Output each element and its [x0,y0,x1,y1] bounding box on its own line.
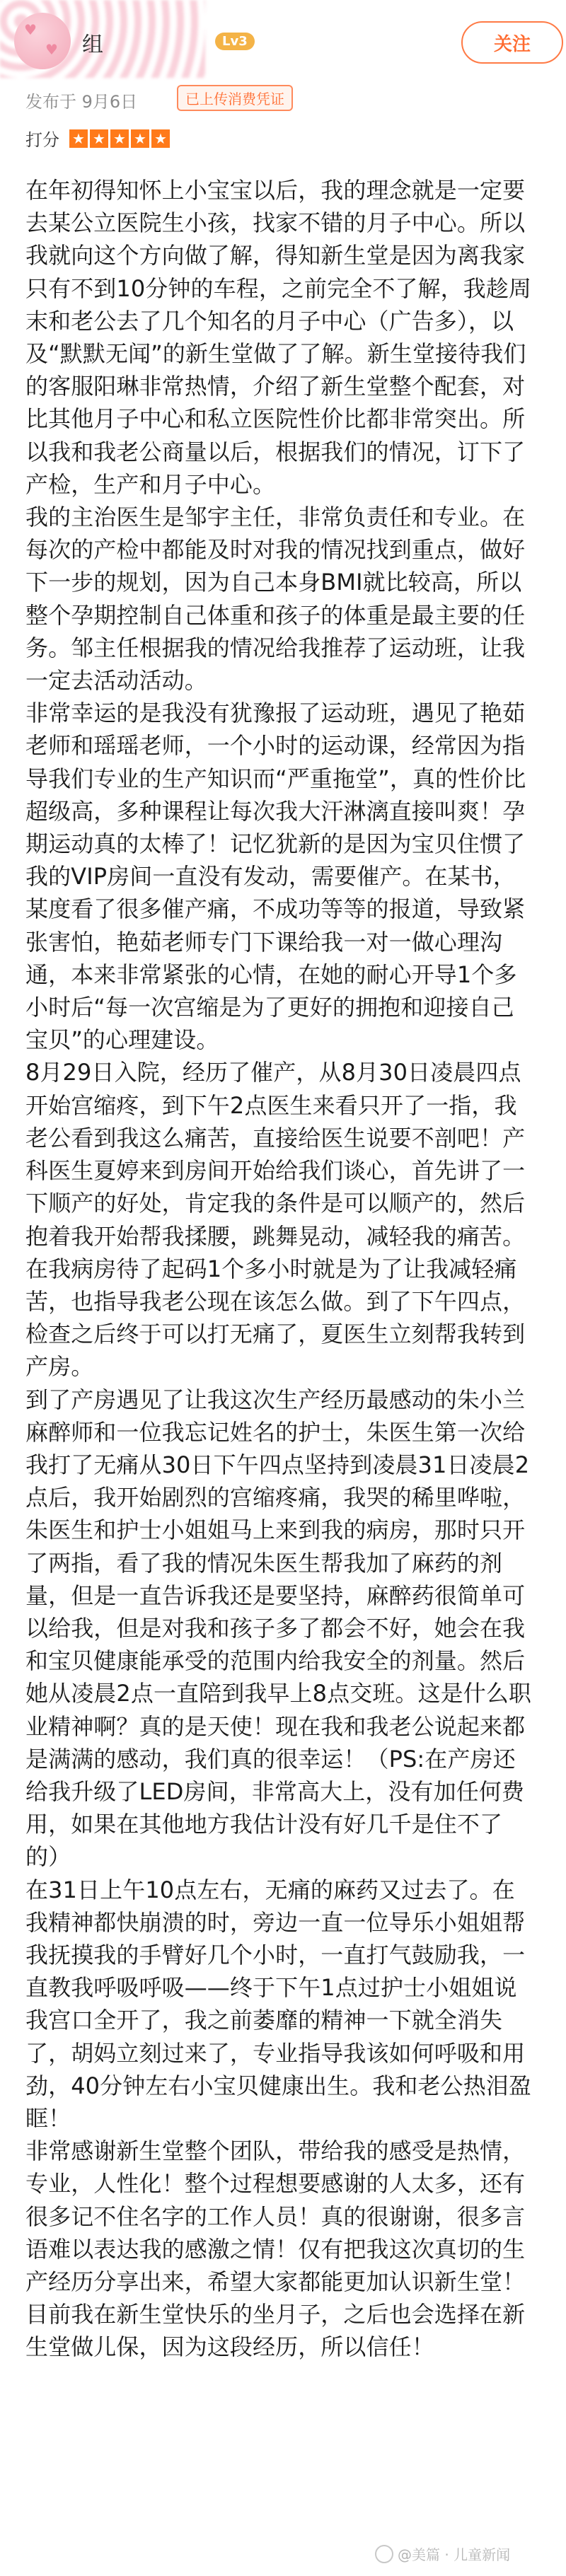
rating-row [25,126,172,151]
heart-icon: ♥ [45,41,58,58]
publish-time: 发布于 9月6日 [25,92,138,112]
star-icon: ★ [131,129,149,148]
review-paragraph: 在31日上午10点左右，无痛的麻药又过去了。在我精神都快崩溃的时，旁边一直一位导乐小姐姐帮我抚摸我的手臂好几个小时，一直打气鼓励我，一直教我呼吸呼吸——终于下午1点过护士小姐姐说我宫口全开了，我之前萎靡的精神一下就全消失了，胡妈立刻过来了，专业指导我该如何呼吸和用劲，40分钟左右小宝贝健康出生。我和老公热泪盈眶！ [25,1876,532,2132]
rating-label: 打分 [25,130,59,150]
rating-stars [69,129,172,148]
review-body [25,174,532,2364]
star-icon: ★ [110,129,129,148]
review-header [0,0,566,127]
watermark-logo-icon [375,2545,393,2563]
review-paragraph: 非常幸运的是我没有犹豫报了运动班，遇见了艳茹老师和瑶瑶老师，一个小时的运动课，经常因为指导我们专业的生产知识而“严重拖堂”，真的性价比超级高，多种课程让每次我大汗淋漓直接叫爽！孕期运动真的太棒了！记忆犹新的是因为宝贝住惯了我的VIP房间一直没有发动，需要催产。在某书，某度看了很多催产痛，不成功等等的报道，导致紧张害怕，艳茹老师专门下课给我一对一做心理沟通，本来非常紧张的心情，在她的耐心开导1个多小时后“每一次宫缩是为了更好的拥抱和迎接自己宝贝”的心理建设。 [25,700,526,1054]
watermark [375,2543,510,2564]
verified-receipt-badge: 已上传消费凭证 [177,85,293,111]
star-icon: ★ [69,129,88,148]
watermark-text: @美篇 · 儿童新闻 [398,2546,511,2563]
review-paragraph: 在年初得知怀上小宝宝以后，我的理念就是一定要去某公立医院生小孩，找家不错的月子中心。所以我就向这个方向做了解，得知新生堂是因为离我家只有不到10分钟的车程，之前完全不了解，我趁周末和老公去了几个知名的月子中心（广告多），以及“默默无闻”的新生堂做了了解。新生堂接待我们的客服阳琳非常热情，介绍了新生堂整个配套，对比其他月子中心和私立医院性价比都非常突出。所以我和我老公商量以后，根据我们的情况，订下了产检，生产和月子中心。 [25,177,532,498]
star-icon: ★ [151,129,170,148]
avatar[interactable] [14,13,71,69]
star-icon: ★ [90,129,108,148]
heart-icon: ♥ [24,21,37,38]
follow-button[interactable]: 关注 [461,21,563,64]
review-paragraph: 我的主治医生是邹宇主任，非常负责任和专业。在每次的产检中都能及时对我的情况找到重点，做好下一步的规划，因为自己本身BMI就比较高，所以整个孕期控制自己体重和孩子的体重是最主要的任务。邹主任根据我的情况给我推荐了运动班，让我一定去活动活动。 [25,504,526,695]
review-paragraph: 非常感谢新生堂整个团队，带给我的感受是热情，专业，人性化！整个过程想要感谢的人太多，还有很多记不住名字的工作人员！真的很谢谢，很多言语难以表达我的感激之情！仅有把我这次真切的生产经历分享出来，希望大家都能更加认识新生堂！ [25,2137,526,2295]
review-paragraph: 8月29日入院，经历了催产，从8月30日凌晨四点开始宫缩疼，到下午2点医生来看只开了一指，我老公看到我这么痛苦，直接给医生说要不剖吧！产科医生夏婷来到房间开始给我们谈心，首先讲了一下顺产的好处，肯定我的条件是可以顺产的，然后抱着我开始帮我揉腰，跳舞晃动，减轻我的痛苦。在我病房待了起码1个多小时就是为了让我减轻痛苦，也指导我老公现在该怎么做。到了下午四点，检查之后终于可以打无痛了，夏医生立刻帮我转到产房。 [25,1059,526,1381]
level-badge: Lv3 [215,33,255,50]
username[interactable]: 组 [82,33,103,57]
review-paragraph: 目前我在新生堂快乐的坐月子，之后也会选择在新生堂做儿保，因为这段经历，所以信任！ [25,2301,526,2361]
review-paragraph: 到了产房遇见了让我这次生产经历最感动的朱小兰麻醉师和一位我忘记姓名的护士，朱医生第一次给我打了无痛从30日下午四点坚持到凌晨31日凌晨2点后，我开始剧烈的宫缩疼痛，我哭的稀里哗啦，朱医生和护士小姐姐马上来到我的病房，那时只开了两指，看了我的情况朱医生帮我加了麻药的剂量，但是一直告诉我还是要坚持，麻醉药很简单可以给我，但是对我和孩子多了都会不好，她会在我和宝贝健康能承受的范围内给我安全的剂量。然后她从凌晨2点一直陪到我早上8点交班。这是什么职业精神啊？真的是天使！现在我和我老公说起来都是满满的感动，我们真的很幸运！（PS:在产房还给我升级了LED房间，非常高大上，没有加任何费用，如果在其他地方我估计没有好几千是住不了的） [25,1386,532,1871]
